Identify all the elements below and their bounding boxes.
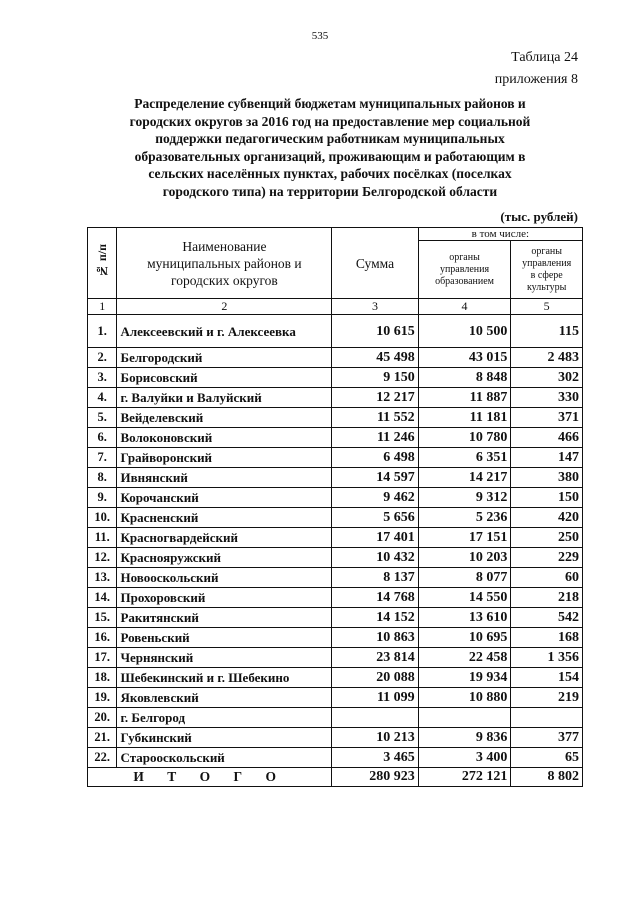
- table-row: [88, 368, 583, 388]
- column-number-row: [88, 299, 583, 315]
- header-edu: [418, 241, 511, 299]
- sum-value: [332, 708, 418, 728]
- table-row: [88, 748, 583, 768]
- table-row: [88, 348, 583, 368]
- total-sum: 280 923: [332, 768, 418, 787]
- sum-value: 5 656: [332, 508, 418, 528]
- header-edu-line: управления: [439, 263, 490, 275]
- sum-value: 14 152: [332, 608, 418, 628]
- header-name: [117, 228, 332, 299]
- row-number: 3.: [88, 368, 117, 388]
- subvention-table: [87, 227, 583, 787]
- header-culture-line: управления: [522, 257, 572, 269]
- total-row: [88, 768, 583, 787]
- document-title: [95, 95, 565, 200]
- sum-value: 9 150: [332, 368, 418, 388]
- culture-value: [511, 708, 583, 728]
- sum-value: 10 213: [332, 728, 418, 748]
- row-number: 7.: [88, 448, 117, 468]
- education-value: 9 312: [418, 488, 511, 508]
- district-name: Грайворонский: [117, 448, 332, 468]
- table-row: [88, 488, 583, 508]
- page-number: 535: [311, 30, 329, 42]
- header-num-label: № п/п: [94, 243, 109, 279]
- header-including: в том числе:: [418, 228, 582, 241]
- education-value: 11 181: [418, 408, 511, 428]
- table-row: [88, 608, 583, 628]
- table-row: [88, 688, 583, 708]
- column-number: 1: [88, 299, 117, 315]
- title-line: образовательных организаций, проживающим и работающим в: [134, 148, 526, 164]
- row-number: 22.: [88, 748, 117, 768]
- header-culture-line: в сфере: [530, 269, 563, 281]
- sum-value: 10 863: [332, 628, 418, 648]
- district-name: Красногвардейский: [117, 528, 332, 548]
- title-line: городского типа) на территории Белгородской области: [162, 183, 498, 199]
- education-value: 11 887: [418, 388, 511, 408]
- district-name: Борисовский: [117, 368, 332, 388]
- culture-value: 250: [511, 528, 583, 548]
- table-row: [88, 548, 583, 568]
- district-name: Прохоровский: [117, 588, 332, 608]
- sum-value: 11 099: [332, 688, 418, 708]
- row-number: 21.: [88, 728, 117, 748]
- district-name: Губкинский: [117, 728, 332, 748]
- row-number: 15.: [88, 608, 117, 628]
- sum-value: 9 462: [332, 488, 418, 508]
- sum-value: 17 401: [332, 528, 418, 548]
- table-label: Таблица 24: [511, 50, 578, 65]
- row-number: 20.: [88, 708, 117, 728]
- education-value: 14 550: [418, 588, 511, 608]
- sum-value: 14 597: [332, 468, 418, 488]
- header-culture: [511, 241, 583, 299]
- title-line: Распределение субвенций бюджетам муниципальных районов и: [134, 96, 526, 111]
- sum-value: 10 615: [332, 315, 418, 348]
- district-name: Вейделевский: [117, 408, 332, 428]
- units-label: (тыс. рублей): [500, 209, 578, 224]
- header-name-line: Наименование: [182, 238, 267, 254]
- row-number: 6.: [88, 428, 117, 448]
- district-name: Алексеевский и г. Алексеевка: [117, 315, 332, 348]
- sum-value: 11 552: [332, 408, 418, 428]
- culture-value: 330: [511, 388, 583, 408]
- education-value: 8 848: [418, 368, 511, 388]
- title-line: поддержки педагогическим работникам муниципальных: [155, 131, 505, 146]
- column-number: 3: [332, 299, 418, 315]
- header-name-line: городских округов: [171, 272, 278, 288]
- header-edu-line: образованием: [435, 275, 494, 287]
- table-row: [88, 508, 583, 528]
- row-number: 18.: [88, 668, 117, 688]
- sum-value: 12 217: [332, 388, 418, 408]
- culture-value: 229: [511, 548, 583, 568]
- row-number: 4.: [88, 388, 117, 408]
- table-row: [88, 528, 583, 548]
- table-row: [88, 428, 583, 448]
- district-name: Красненский: [117, 508, 332, 528]
- education-value: 43 015: [418, 348, 511, 368]
- culture-value: 65: [511, 748, 583, 768]
- culture-value: 377: [511, 728, 583, 748]
- table-row: [88, 388, 583, 408]
- sum-value: 23 814: [332, 648, 418, 668]
- row-number: 10.: [88, 508, 117, 528]
- culture-value: 219: [511, 688, 583, 708]
- education-value: 6 351: [418, 448, 511, 468]
- total-edu: 272 121: [418, 768, 511, 787]
- table-row: [88, 468, 583, 488]
- education-value: 3 400: [418, 748, 511, 768]
- sum-value: 11 246: [332, 428, 418, 448]
- header-culture-line: культуры: [526, 281, 567, 293]
- district-name: Новооскольский: [117, 568, 332, 588]
- culture-value: 466: [511, 428, 583, 448]
- header-num: [88, 228, 117, 299]
- district-name: Волоконовский: [117, 428, 332, 448]
- education-value: 13 610: [418, 608, 511, 628]
- district-name: Яковлевский: [117, 688, 332, 708]
- row-number: 1.: [88, 315, 117, 348]
- header-sum: Сумма: [332, 228, 418, 299]
- row-number: 11.: [88, 528, 117, 548]
- education-value: 17 151: [418, 528, 511, 548]
- table-row: [88, 648, 583, 668]
- culture-value: 420: [511, 508, 583, 528]
- sum-value: 14 768: [332, 588, 418, 608]
- education-value: 10 880: [418, 688, 511, 708]
- table-row: [88, 628, 583, 648]
- column-number: 2: [117, 299, 332, 315]
- total-label: И Т О Г О: [88, 768, 332, 787]
- row-number: 16.: [88, 628, 117, 648]
- culture-value: 1 356: [511, 648, 583, 668]
- row-number: 17.: [88, 648, 117, 668]
- sum-value: 6 498: [332, 448, 418, 468]
- education-value: 9 836: [418, 728, 511, 748]
- culture-value: 542: [511, 608, 583, 628]
- sum-value: 45 498: [332, 348, 418, 368]
- district-name: г. Белгород: [117, 708, 332, 728]
- row-number: 5.: [88, 408, 117, 428]
- culture-value: 371: [511, 408, 583, 428]
- district-name: Ивнянский: [117, 468, 332, 488]
- culture-value: 2 483: [511, 348, 583, 368]
- education-value: [418, 708, 511, 728]
- education-value: 22 458: [418, 648, 511, 668]
- culture-value: 302: [511, 368, 583, 388]
- education-value: 5 236: [418, 508, 511, 528]
- title-line: городских округов за 2016 год на предоставление мер социальной: [129, 113, 531, 129]
- row-number: 9.: [88, 488, 117, 508]
- sum-value: 20 088: [332, 668, 418, 688]
- header-row: [88, 228, 583, 241]
- header-edu-line: органы: [449, 251, 480, 263]
- district-name: Краснояружский: [117, 548, 332, 568]
- education-value: 19 934: [418, 668, 511, 688]
- row-number: 19.: [88, 688, 117, 708]
- sum-value: 8 137: [332, 568, 418, 588]
- sum-value: 10 432: [332, 548, 418, 568]
- education-value: 10 780: [418, 428, 511, 448]
- table-row: [88, 588, 583, 608]
- row-number: 13.: [88, 568, 117, 588]
- district-name: Шебекинский и г. Шебекино: [117, 668, 332, 688]
- education-value: 10 695: [418, 628, 511, 648]
- sum-value: 3 465: [332, 748, 418, 768]
- district-name: Белгородский: [117, 348, 332, 368]
- culture-value: 150: [511, 488, 583, 508]
- table-row: [88, 408, 583, 428]
- column-number: 5: [511, 299, 583, 315]
- culture-value: 154: [511, 668, 583, 688]
- title-line: сельских населённых пунктах, рабочих посёлках (поселках: [148, 166, 512, 181]
- table-row: [88, 448, 583, 468]
- row-number: 2.: [88, 348, 117, 368]
- education-value: 10 500: [418, 315, 511, 348]
- district-name: г. Валуйки и Валуйский: [117, 388, 332, 408]
- appendix-label: приложения 8: [494, 72, 578, 87]
- culture-value: 218: [511, 588, 583, 608]
- education-value: 14 217: [418, 468, 511, 488]
- district-name: Чернянский: [117, 648, 332, 668]
- district-name: Ровеньский: [117, 628, 332, 648]
- table-row: [88, 315, 583, 348]
- culture-value: 60: [511, 568, 583, 588]
- header-name-line: муниципальных районов и: [147, 255, 302, 271]
- table-row: [88, 568, 583, 588]
- header-culture-line: органы: [531, 245, 562, 257]
- row-number: 14.: [88, 588, 117, 608]
- district-name: Ракитянский: [117, 608, 332, 628]
- row-number: 8.: [88, 468, 117, 488]
- table-row: [88, 728, 583, 748]
- row-number: 12.: [88, 548, 117, 568]
- table-row: [88, 668, 583, 688]
- column-number: 4: [418, 299, 511, 315]
- district-name: Старооскольский: [117, 748, 332, 768]
- education-value: 8 077: [418, 568, 511, 588]
- culture-value: 147: [511, 448, 583, 468]
- district-name: Корочанский: [117, 488, 332, 508]
- total-culture: 8 802: [511, 768, 583, 787]
- education-value: 10 203: [418, 548, 511, 568]
- culture-value: 115: [511, 315, 583, 348]
- culture-value: 380: [511, 468, 583, 488]
- table-body: [88, 315, 583, 768]
- culture-value: 168: [511, 628, 583, 648]
- table-row: [88, 708, 583, 728]
